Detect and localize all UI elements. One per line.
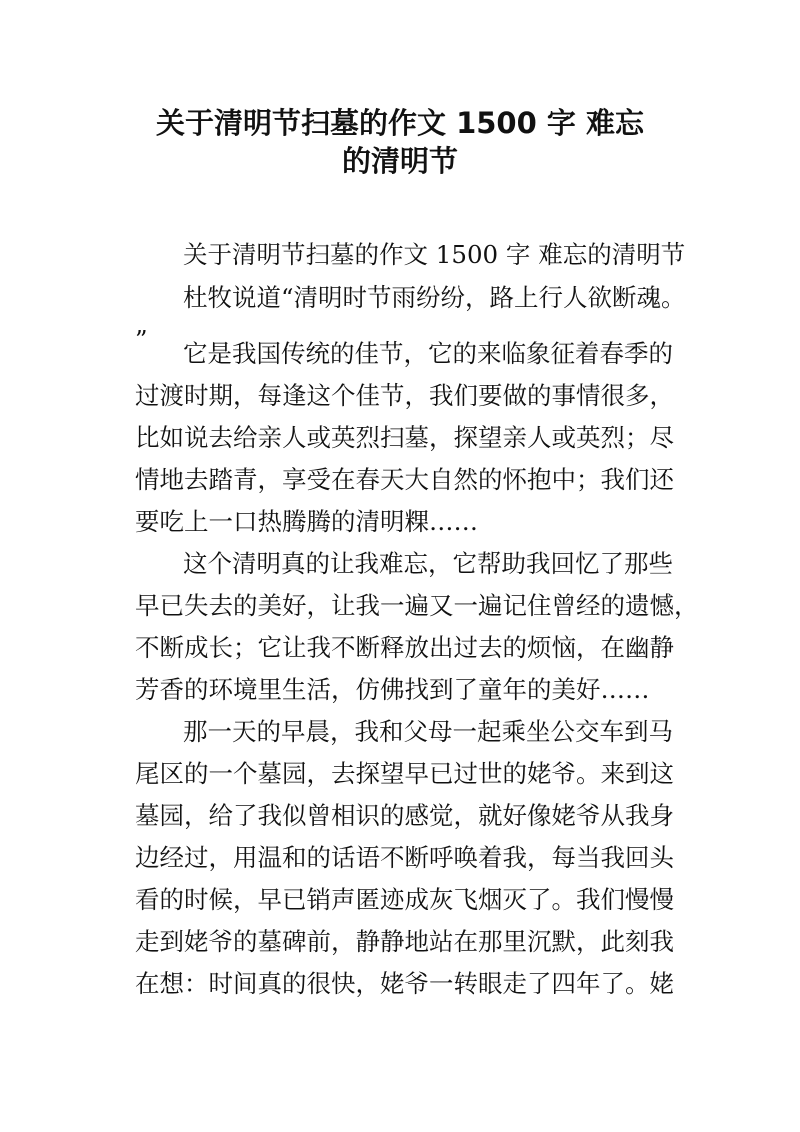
body-text-line: 墓园，给了我似曾相识的感觉，就好像姥爷从我身	[135, 801, 674, 830]
body-text-line: 边经过，用温和的话语不断呼唤着我，每当我回头	[135, 843, 674, 872]
body-text-line: 比如说去给亲人或英烈扫墓，探望亲人或英烈；尽	[135, 423, 674, 452]
body-text-line: 那一天的早晨，我和父母一起乘坐公交车到马	[183, 717, 673, 746]
body-text-line: 尾区的一个墓园，去探望早已过世的姥爷。来到这	[135, 759, 674, 788]
body-text-line: 杜牧说道“清明时节雨纷纷，路上行人欲断魂。	[183, 283, 686, 312]
body-text-line: 早已失去的美好，让我一遍又一遍记住曾经的遗憾，	[135, 591, 699, 620]
body-text-line: 这个清明真的让我难忘，它帮助我回忆了那些	[183, 549, 673, 578]
document-title-line-2: 的清明节	[341, 144, 458, 178]
body-text-line: 关于清明节扫墓的作文 1500 字 难忘的清明节	[183, 240, 686, 269]
body-text-line: ”	[135, 325, 148, 354]
body-text-line: 在想：时间真的很快，姥爷一转眼走了四年了。姥	[135, 969, 674, 998]
body-text-line: 过渡时期，每逢这个佳节，我们要做的事情很多，	[135, 381, 674, 410]
body-text-line: 芳香的环境里生活，仿佛找到了童年的美好……	[135, 675, 650, 704]
body-text-line: 走到姥爷的墓碑前，静静地站在那里沉默，此刻我	[135, 927, 674, 956]
body-text-line: 看的时候，早已销声匿迹成灰飞烟灭了。我们慢慢	[135, 885, 674, 914]
document-title-line-1: 关于清明节扫墓的作文 1500 字 难忘	[155, 106, 644, 140]
body-text-line: 要吃上一口热腾腾的清明粿……	[135, 507, 478, 536]
body-text-line: 情地去踏青，享受在春天大自然的怀抱中；我们还	[135, 465, 674, 494]
body-text-line: 不断成长；它让我不断释放出过去的烦恼，在幽静	[135, 633, 674, 662]
body-text-line: 它是我国传统的佳节，它的来临象征着春季的	[183, 339, 673, 368]
